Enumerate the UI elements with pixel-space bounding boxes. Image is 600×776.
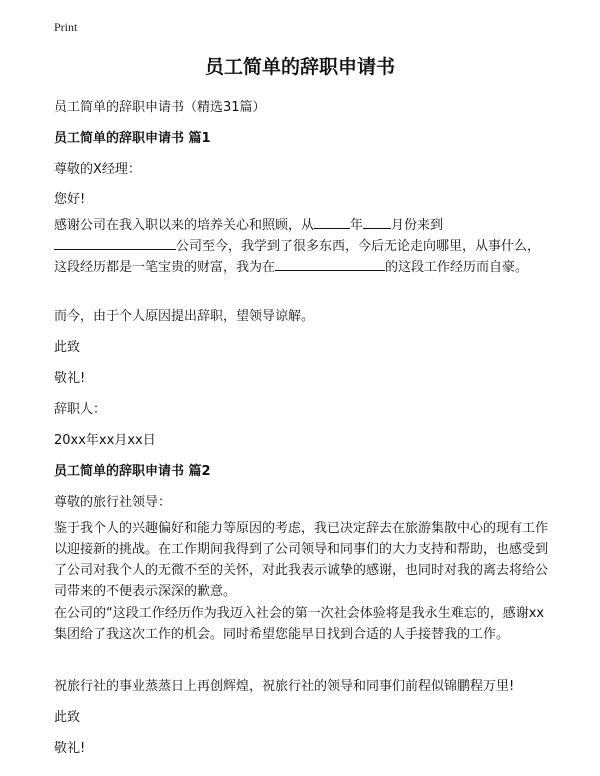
section1-closing: 此致	[54, 340, 81, 355]
section2-paragraph2: 在公司的“这段工作经历作为我迈入社会的第一次社会体验将是我永生难忘的，感谢xx集团给了我这次工作的机会。同时希望您能早日找到合适的人手接替我的工作。	[54, 606, 545, 642]
section1-greeting: 您好!	[54, 192, 86, 207]
section2-paragraph1: 鉴于我个人的兴趣偏好和能力等原因的考虑，我已决定辞去在旅游集散中心的现有工作以迎接新的挑战。在工作期间我得到了公司领导和同事们的大力支持和帮助，也感受到了公司对我个人的无微不至的关怀，对此我表示诚挚的感谢，也同时对我的离去将给公司带来的不便表示深深的歉意。	[54, 521, 549, 599]
document-subtitle: 员工简单的辞职申请书（精选31篇）	[54, 100, 266, 115]
document-title: 员工简单的辞职申请书	[204, 56, 395, 78]
para1-text-c: 月份来到	[391, 218, 444, 233]
section1-regards: 敬礼!	[54, 371, 86, 386]
section1-salutation: 尊敬的X经理：	[54, 162, 141, 177]
para1-text-e: 的这段工作经历而自豪。	[385, 260, 529, 275]
para1-text-d: 公司至今，我学到了很多东西，今后无论走向哪里，从事什么，这段经历都是一笔宝贵的财富，我为在	[54, 239, 541, 275]
para1-text-a: 感谢公司在我入职以来的培养关心和照顾，从	[54, 218, 315, 233]
section2-heading: 员工简单的辞职申请书 篇2	[54, 464, 211, 479]
section1-paragraph2: 而今，由于个人原因提出辞职，望领导谅解。	[54, 309, 315, 324]
section1-signer: 辞职人：	[54, 402, 107, 417]
section2-closing: 此致	[54, 710, 81, 725]
para1-text-b: 年	[350, 218, 364, 233]
section2-salutation: 尊敬的旅行社领导：	[54, 495, 172, 510]
blank-month	[363, 216, 391, 229]
blank-year	[314, 216, 350, 229]
section2-regards: 敬礼!	[54, 741, 86, 756]
blank-company-2	[275, 258, 385, 271]
section1-heading: 员工简单的辞职申请书 篇1	[54, 131, 211, 146]
section1-date: 20xx年xx月xx日	[54, 433, 156, 448]
print-label[interactable]: Print	[54, 20, 78, 34]
blank-company	[54, 237, 176, 250]
section1-paragraph1	[54, 215, 550, 278]
section2-paragraph3: 祝旅行社的事业蒸蒸日上再创辉煌，祝旅行社的领导和同事们前程似锦鹏程万里!	[54, 679, 515, 694]
